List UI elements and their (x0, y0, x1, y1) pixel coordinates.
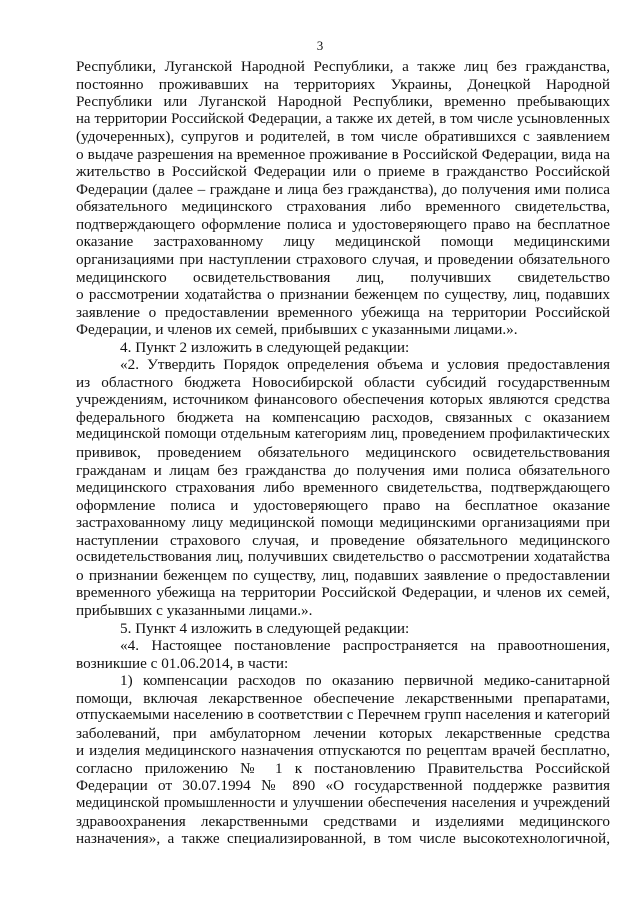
text-line: прибывших с указанными лицами.». (76, 601, 313, 619)
text-line: подтверждающего оформление полиса и удостоверяющего право на бесплатное (76, 215, 610, 233)
text-line: Федерации (далее – граждане и лица без гражданства), до получения ими полиса (76, 180, 610, 198)
text-line: о признании беженцем по существу, лиц, подавших заявление о предоставлении (76, 566, 610, 584)
text-line: 5. Пункт 4 изложить в следующей редакции: (120, 619, 410, 637)
text-line: медицинской помощи отдельным категориям лиц, проведением профилактических (76, 426, 610, 443)
text-line: назначения», а также специализированной, в том числе высокотехнологичной, (76, 830, 610, 848)
text-line: «2. Утвердить Порядок определения объема и условия предоставления (120, 356, 610, 374)
text-line: федерального бюджета на компенсацию расходов, связанных с оказанием (76, 408, 610, 426)
text-line: гражданам и лицам без гражданства до получения ими полиса обязательного (76, 461, 610, 479)
text-line: (удочеренных), супругов и родителей, в том числе обратившихся с заявлением (76, 128, 610, 146)
text-line: о рассмотрении ходатайства о признании беженцем по существу, лиц, подавших (76, 286, 610, 304)
text-line: 1) компенсации расходов по оказанию первичной медико-санитарной (120, 672, 610, 690)
text-line: жительство в Российской Федерации или о приеме в гражданство Российской (76, 163, 610, 181)
text-line: помощи, включая лекарственное обеспечение лекарственными препаратами, (76, 689, 610, 707)
text-line: «4. Настоящее постановление распространяется на правоотношения, (120, 637, 610, 655)
text-line: прививок, проведением обязательного медицинского освидетельствования (76, 444, 610, 462)
text-line: наступлении страхового случая, и проведение обязательного медицинского (76, 531, 610, 549)
text-line: заявление о предоставлении временного убежища на территории Российской (76, 303, 610, 321)
text-line: и изделия медицинского назначения отпускаются по рецептам врачей бесплатно, (76, 742, 610, 760)
text-line: возникшие с 01.06.2014, в части: (76, 654, 289, 672)
text-line: Федерации, и членов их семей, прибывших с указанными лицами.». (76, 321, 518, 339)
page-number: 3 (316, 38, 324, 53)
text-line: медицинского освидетельствования лиц, получивших свидетельство (76, 268, 610, 286)
text-line: оказание застрахованному лицу медицинской помощи медицинскими (76, 233, 610, 251)
text-line: обязательного медицинского страхования либо временного свидетельства, (76, 198, 610, 216)
text-line: застрахованному лицу медицинской помощи медицинскими организациями при (76, 514, 610, 532)
text-line: из областного бюджета Новосибирской области субсидий государственным (76, 373, 610, 391)
text-line: освидетельствования лиц, получивших свидетельство о рассмотрении ходатайства (76, 549, 610, 566)
text-line: Республики или Луганской Народной Республики, временно пребывающих (76, 93, 610, 111)
text-line: учреждениям, источником финансового обеспечения которых являются средства (76, 391, 610, 409)
text-line: согласно приложению № 1 к постановлению Правительства Российской (76, 759, 610, 777)
text-line: Республики, Луганской Народной Республики, а также лиц без гражданства, (76, 58, 610, 75)
text-line: медицинского страхования либо временного свидетельства, подтверждающего (76, 479, 610, 497)
document-body (76, 58, 610, 848)
text-line: отпускаемыми населению в соответствии с Перечнем групп населения и категорий (76, 707, 610, 724)
text-line: оформление полиса и удостоверяющего право на бесплатное оказание (76, 496, 610, 514)
text-line: 4. Пункт 2 изложить в следующей редакции: (120, 338, 410, 356)
text-line: временного убежища на территории Российской Федерации, и членов их семей, (76, 584, 610, 602)
text-line: о выдаче разрешения на временное проживание в Российской Федерации, вида на (76, 145, 610, 163)
text-line: медицинской промышленности и улучшении обеспечения населения и учреждений (76, 794, 610, 811)
text-line: организациями при наступлении страхового случая, и проведении обязательного (76, 251, 610, 269)
text-line: на территории Российской Федерации, а также их детей, в том числе усыновленных (76, 110, 610, 127)
text-line: здравоохранения лекарственными средствами и изделиями медицинского (76, 812, 610, 830)
text-line: заболеваний, при амбулаторном лечении которых лекарственные средства (76, 724, 610, 742)
text-line: Федерации от 30.07.1994 № 890 «О государственной поддержке развития (76, 777, 610, 795)
text-line: постоянно проживавших на территориях Украины, Донецкой Народной (76, 75, 610, 93)
